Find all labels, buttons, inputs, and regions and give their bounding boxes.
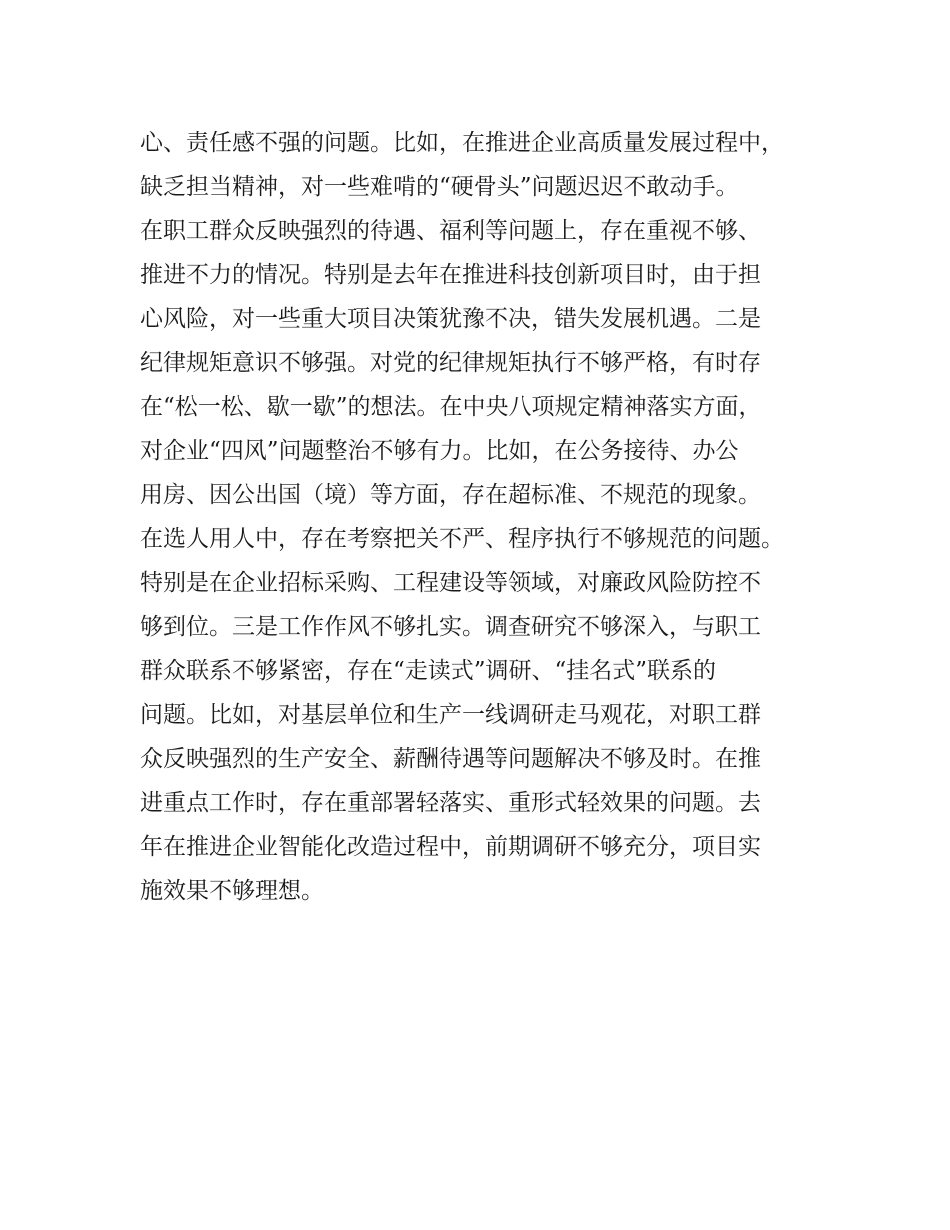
text-line: 群众联系不够紧密，存在“走读式”调研、“挂名式”联系的 xyxy=(140,658,717,684)
text-line: 推进不力的情况。特别是去年在推进科技创新项目时，由于担 xyxy=(140,262,761,288)
text-line: 在选人用人中，存在考察把关不严、程序执行不够规范的问题。 xyxy=(140,526,784,552)
text-line: 够到位。三是工作作风不够扎实。调查研究不够深入，与职工 xyxy=(140,614,761,640)
text-line: 用房、因公出国（境）等方面，存在超标准、不规范的现象。 xyxy=(140,482,761,508)
text-line: 在“松一松、歇一歇”的想法。在中央八项规定精神落实方面， xyxy=(140,394,762,420)
text-line: 特别是在企业招标采购、工程建设等领域，对廉政风险防控不 xyxy=(140,570,761,596)
text-line: 心、责任感不强的问题。比如，在推进企业高质量发展过程中， xyxy=(140,130,784,156)
body-paragraph xyxy=(140,121,840,913)
text-line: 进重点工作时，存在重部署轻落实、重形式轻效果的问题。去 xyxy=(140,790,761,816)
text-line: 对企业“四风”问题整治不够有力。比如，在公务接待、办公 xyxy=(140,438,739,464)
text-line: 纪律规矩意识不够强。对党的纪律规矩执行不够严格，有时存 xyxy=(140,350,761,376)
text-line: 问题。比如，对基层单位和生产一线调研走马观花，对职工群 xyxy=(140,702,761,728)
text-line: 施效果不够理想。 xyxy=(140,878,324,904)
text-line: 年在推进企业智能化改造过程中，前期调研不够充分，项目实 xyxy=(140,834,761,860)
text-line: 众反映强烈的生产安全、薪酬待遇等问题解决不够及时。在推 xyxy=(140,746,761,772)
text-line: 缺乏担当精神，对一些难啃的“硬骨头”问题迟迟不敢动手。 xyxy=(140,174,739,200)
text-line: 心风险，对一些重大项目决策犹豫不决，错失发展机遇。二是 xyxy=(140,306,761,332)
text-line: 在职工群众反映强烈的待遇、福利等问题上，存在重视不够、 xyxy=(140,218,761,244)
